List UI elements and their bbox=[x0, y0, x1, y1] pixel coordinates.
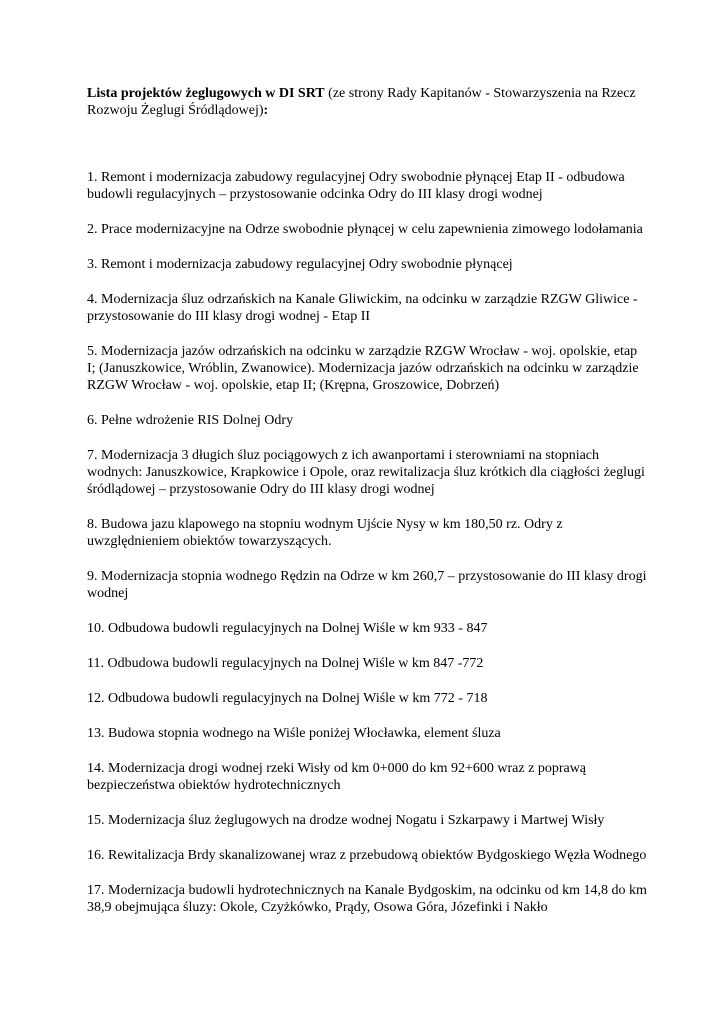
list-item: 4. Modernizacja śluz odrzańskich na Kanale Gliwickim, na odcinku w zarządzie RZGW Gliwice - przystosowanie do III klasy drogi wodnej - Etap II bbox=[87, 292, 638, 324]
list-item: 17. Modernizacja budowli hydrotechnicznych na Kanale Bydgoskim, na odcinku od km 14,8 do km 38,9 obejmująca śluzy: Okole, Czyżkówko, Prądy, Osowa Góra, Józefinki i Nakło bbox=[87, 883, 647, 915]
list-item: 8. Budowa jazu klapowego na stopniu wodnym Ujście Nysy w km 180,50 rz. Odry z uwzględnieniem obiektów towarzyszących. bbox=[87, 517, 563, 549]
list-item: 5. Modernizacja jazów odrzańskich na odcinku w zarządzie RZGW Wrocław - woj. opolskie, etap I; (Januszkowice, Wróblin, Zwanowice). Modernizacja jazów odrzańskich na odcinku w zarządzie RZGW Wrocław - woj. opolskie, etap II; (Krępna, Groszowice, Dobrzeń) bbox=[87, 344, 639, 393]
document-content bbox=[87, 85, 647, 934]
list-item: 1. Remont i modernizacja zabudowy regulacyjnej Odry swobodnie płynącej Etap II - odbudowa budowli regulacyjnych – przystosowanie odcinka Odry do III klasy drogi wodnej bbox=[87, 170, 625, 202]
project-list bbox=[87, 169, 647, 916]
list-item: 15. Modernizacja śluz żeglugowych na drodze wodnej Nogatu i Szkarpawy i Martwej Wisły bbox=[87, 813, 605, 828]
list-item: 11. Odbudowa budowli regulacyjnych na Dolnej Wiśle w km 847 -772 bbox=[87, 656, 484, 671]
list-item: 12. Odbudowa budowli regulacyjnych na Dolnej Wiśle w km 772 - 718 bbox=[87, 691, 488, 706]
heading-colon: : bbox=[263, 103, 269, 118]
document-heading bbox=[87, 85, 647, 119]
list-item: 3. Remont i modernizacja zabudowy regulacyjnej Odry swobodnie płynącej bbox=[87, 257, 513, 272]
list-item: 9. Modernizacja stopnia wodnego Rędzin na Odrze w km 260,7 – przystosowanie do III klasy drogi wodnej bbox=[87, 569, 647, 601]
list-item: 6. Pełne wdrożenie RIS Dolnej Odry bbox=[87, 413, 294, 428]
heading-bold-title: Lista projektów żeglugowych w DI SRT bbox=[87, 86, 325, 101]
list-item: 2. Prace modernizacyjne na Odrze swobodnie płynącej w celu zapewnienia zimowego lodołamania bbox=[87, 222, 643, 237]
list-item: 14. Modernizacja drogi wodnej rzeki Wisły od km 0+000 do km 92+600 wraz z poprawą bezpieczeństwa obiektów hydrotechnicznych bbox=[87, 761, 587, 793]
heading-source-note: (ze strony Rady Kapitanów - Stowarzyszenia na Rzecz Rozwoju Żeglugi Śródlądowej) bbox=[87, 86, 636, 118]
list-item: 7. Modernizacja 3 długich śluz pociągowych z ich awanportami i sterowniami na stopniach wodnych: Januszkowice, Krapkowice i Opole, oraz rewitalizacja śluz krótkich dla ciągłości żeglugi śródlądowej – przystosowanie Odry do III klasy drogi wodnej bbox=[87, 448, 645, 497]
list-item: 10. Odbudowa budowli regulacyjnych na Dolnej Wiśle w km 933 - 847 bbox=[87, 621, 488, 636]
list-item: 13. Budowa stopnia wodnego na Wiśle poniżej Włocławka, element śluza bbox=[87, 726, 501, 741]
list-item: 16. Rewitalizacja Brdy skanalizowanej wraz z przebudową obiektów Bydgoskiego Węzła Wodnego bbox=[87, 848, 647, 863]
